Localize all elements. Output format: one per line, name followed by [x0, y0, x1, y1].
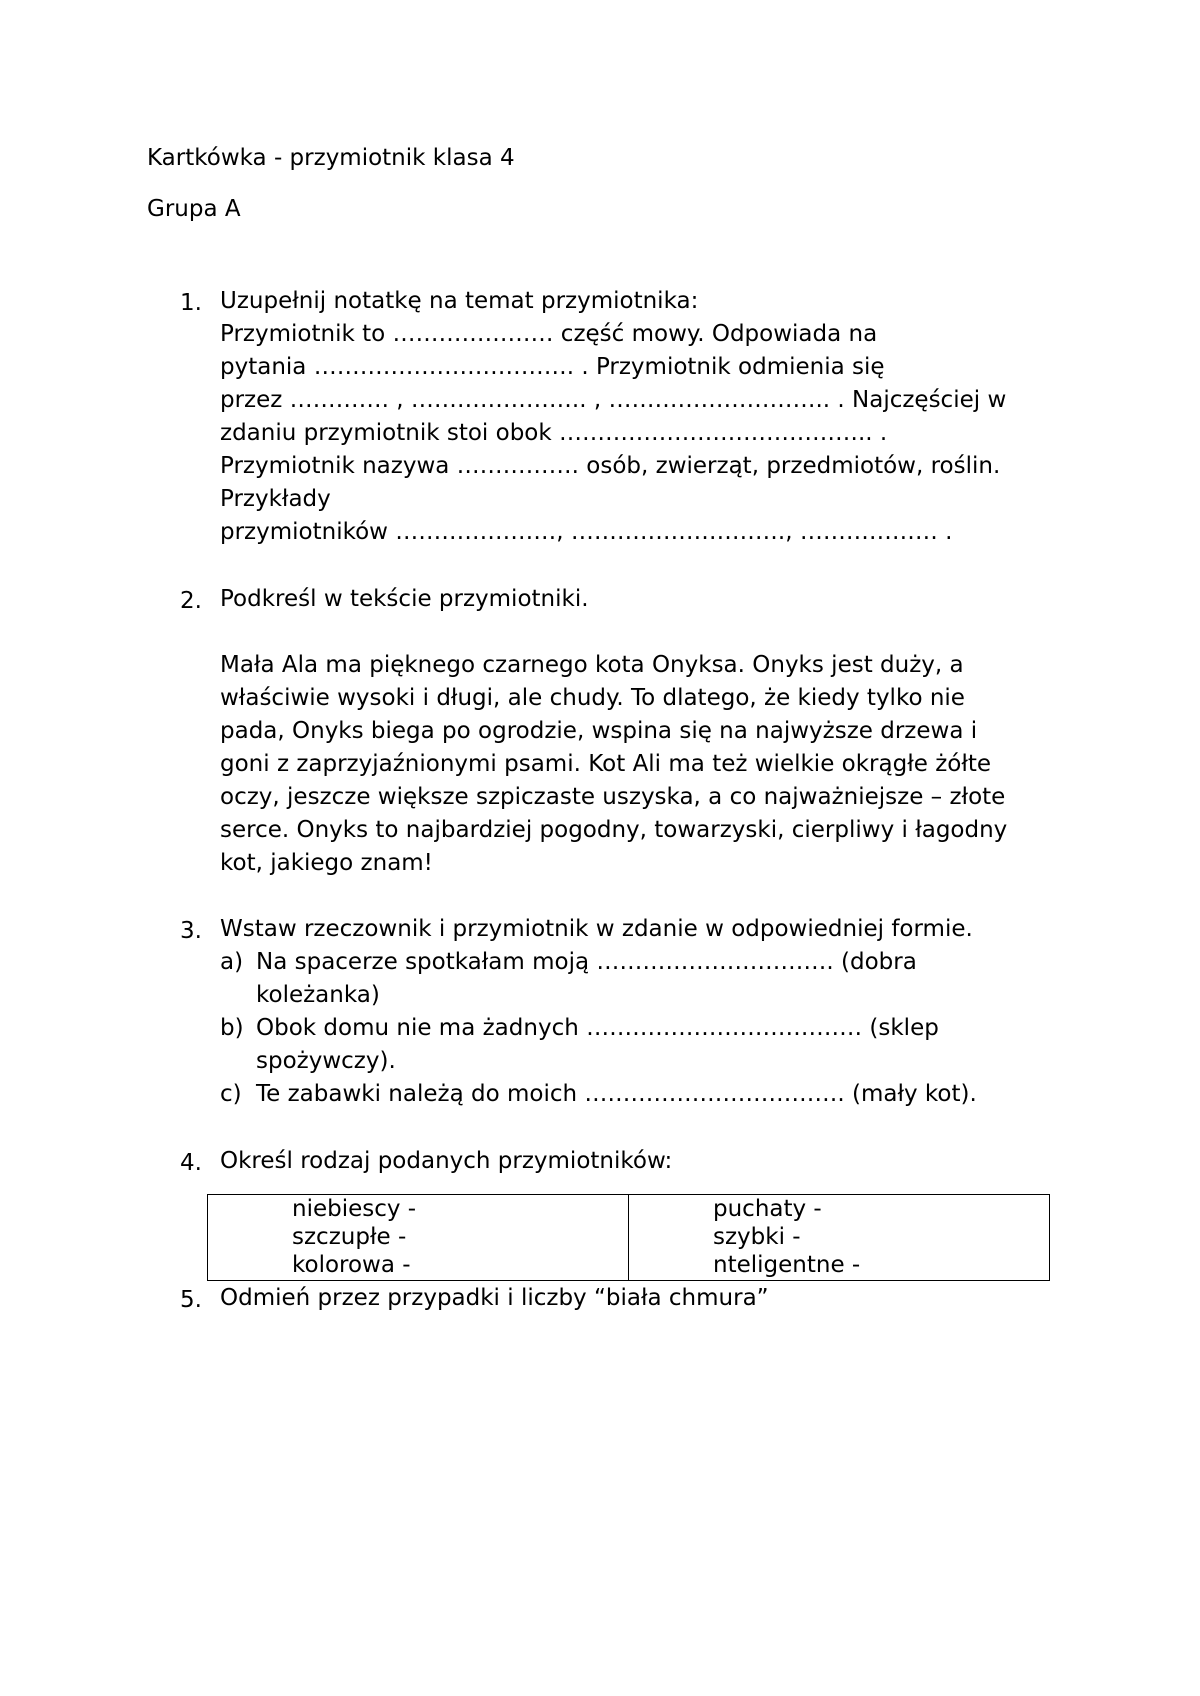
task-2-line: Podkreśl w tekście przymiotniki. [220, 586, 589, 612]
table-cell-entry: szczupłe - [292, 1224, 407, 1250]
task-1-line: przez …………. , ………………….. , ……………………….. . Najczęściej w [220, 387, 1007, 413]
task-5-heading: Odmień przez przypadki i liczby “biała chmura” [220, 1285, 769, 1311]
passage-line: goni z zaprzyjaźnionymi psami. Kot Ali ma też wielkie okrągłe żółte [220, 751, 992, 777]
task-1 [180, 290, 1060, 549]
task-number: 1. [180, 290, 202, 316]
subitem-c [220, 1078, 1060, 1111]
task-number: 4. [180, 1150, 202, 1176]
subitem-letter: b) [220, 1015, 244, 1041]
subitem-line: Te zabawki należą do moich ……………………………. (mały kot). [256, 1081, 977, 1107]
passage-line: serce. Onyks to najbardziej pogodny, towarzyski, cierpliwy i łagodny [220, 817, 1008, 843]
task-1-line: pytania ……………………………. . Przymiotnik odmienia się [220, 354, 885, 380]
task-2-line [220, 616, 1060, 649]
task-1-line: Uzupełnij notatkę na temat przymiotnika: [220, 288, 699, 314]
table-cell-entry: puchaty - [713, 1196, 822, 1222]
task-1-line: przymiotników …………………, ………………………., ……………… . [220, 519, 953, 545]
table-cell-left [208, 1195, 629, 1281]
task-5 [180, 1287, 1060, 1315]
subitem-letter: a) [220, 949, 244, 975]
subitem-b [220, 1012, 1060, 1078]
table-cell-right [629, 1195, 1050, 1281]
table-cell-entry: nteligentne - [713, 1252, 861, 1278]
task-number: 5. [180, 1287, 202, 1313]
table-cell-entry: niebiescy - [292, 1196, 417, 1222]
subitem-a [220, 946, 1060, 1012]
task-3 [180, 918, 1060, 1111]
adjectives-table [207, 1194, 1050, 1281]
group-label: Grupa A [147, 196, 241, 222]
subitem-line: spożywczy). [256, 1048, 396, 1074]
task-1-line: Przymiotnik to ………………… część mowy. Odpowiada na [220, 321, 878, 347]
table-row [208, 1195, 1050, 1281]
table-cell-entry: kolorowa - [292, 1252, 411, 1278]
task-2 [180, 588, 1060, 880]
document-title: Kartkówka - przymiotnik klasa 4 [147, 145, 515, 171]
passage-line: właściwie wysoki i długi, ale chudy. To dlatego, że kiedy tylko nie [220, 685, 965, 711]
passage-line: oczy, jeszcze większe szpiczaste uszyska, a co najważniejsze – złote [220, 784, 1006, 810]
passage-line: pada, Onyks biega po ogrodzie, wspina się na najwyższe drzewa i [220, 718, 978, 744]
task-3-heading: Wstaw rzeczownik i przymiotnik w zdanie w odpowiedniej formie. [220, 916, 973, 942]
task-4-heading: Określ rodzaj podanych przymiotników: [220, 1148, 673, 1174]
subitem-line: Obok domu nie ma żadnych ……………………………… (sklep [256, 1015, 939, 1041]
subitem-letter: c) [220, 1081, 242, 1107]
task-4 [180, 1150, 1060, 1178]
task-number: 2. [180, 588, 202, 614]
subitem-line: koleżanka) [256, 982, 380, 1008]
task-1-line: Przymiotnik nazywa ……………. osób, zwierząt, przedmiotów, roślin. [220, 453, 1001, 479]
subitem-line: Na spacerze spotkałam moją …………………………. (dobra [256, 949, 917, 975]
table-cell-entry: szybki - [713, 1224, 801, 1250]
task-1-line: Przykłady [220, 486, 331, 512]
task-1-line: zdaniu przymiotnik stoi obok ………………………………….. . [220, 420, 888, 446]
passage-line: kot, jakiego znam! [220, 850, 433, 876]
passage-line: Mała Ala ma pięknego czarnego kota Onyksa. Onyks jest duży, a [220, 652, 964, 678]
task-number: 3. [180, 918, 202, 944]
